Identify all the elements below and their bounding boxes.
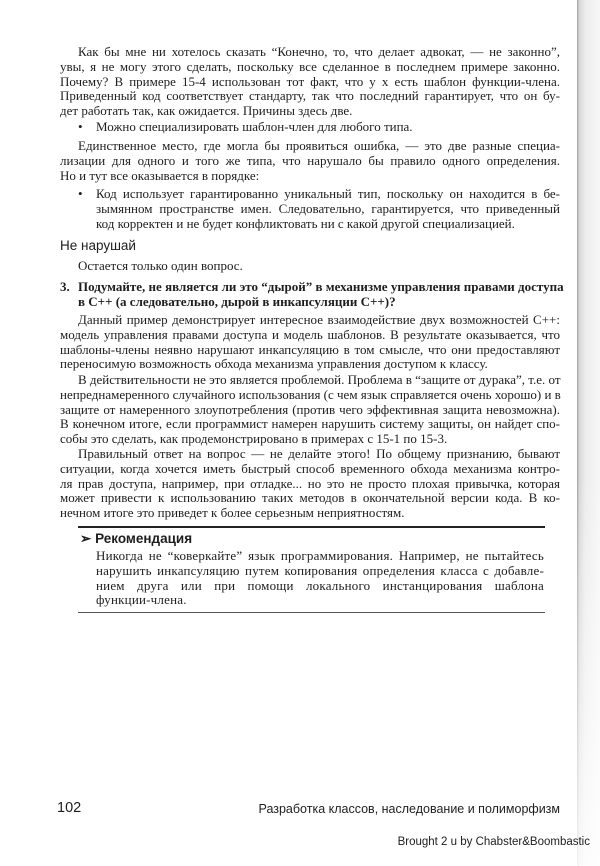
recommendation-heading: [80, 531, 192, 547]
section-heading: Не нарушай: [60, 238, 136, 253]
text-line: увы, я не могу этого сделать, поскольку все сделанное в последнем примере законно.: [60, 58, 560, 74]
text-line: нием друга или при помощи локального инстанцирования шаблона: [96, 577, 544, 593]
text-line: собы это сделать, как продемонстрировано в примерах с 15-1 по 15-3.: [60, 431, 448, 446]
bullet-item: [96, 187, 560, 231]
text-line: В конечном итоге, если программист намерен нарушить систему защиты, он найдет спо-: [60, 416, 560, 432]
scan-page-edge: [577, 0, 600, 866]
text-line: Правильный ответ на вопрос — не делайте этого! По общему признанию, бывают: [78, 446, 560, 461]
text-line: Никогда не “коверкайте” язык программирования. Например, не пытайтесь: [96, 548, 544, 563]
text-line: модель управления правами доступа и модель шаблонов. В результате оказывается, что: [60, 326, 560, 342]
text-line: Код использует гарантированно уникальный тип, поскольку он находится в бе-: [96, 186, 560, 201]
recommendation-text: [96, 549, 544, 608]
text-line: ля прав доступа, например, при отладке... но это не просто плохая привычка, которая: [60, 475, 560, 491]
recommendation-top-rule: [78, 526, 545, 528]
paragraph: [60, 45, 560, 119]
text-line: В действительности не это является проблемой. Проблема в “защите от дурака”, т.е. от: [78, 372, 561, 387]
bullet-marker: •: [78, 119, 83, 134]
text-line: Почему? В примере 15-4 использован тот факт, что у x есть шаблон функции-члена.: [60, 73, 560, 89]
paragraph: [60, 313, 560, 372]
paragraph: [60, 139, 560, 183]
paragraph: [60, 447, 560, 521]
page-number: 102: [57, 800, 82, 816]
paragraph: [60, 259, 560, 274]
text-line: переносимую возможность обхода механизма управления доступом к классу.: [60, 356, 488, 372]
text-line: Приведенный код соответствует стандарту, так что последний гарантирует, что он бу-: [60, 88, 560, 104]
scan-credit: Brought 2 u by Chabster&Boombastic: [397, 836, 590, 848]
text-line: Данный пример демонстрирует интересное взаимодействие двух возможностей C++:: [78, 312, 560, 327]
text-line: в C++ (а следовательно, дырой в инкапсуляции C++)?: [78, 293, 396, 309]
text-line: защите от намеренного злоупотребления (против чего эффективная защита невозможна).: [60, 401, 560, 417]
recommendation-title: Рекомендация: [95, 531, 193, 546]
text-line: функции-члена.: [96, 592, 187, 608]
text-line: Как бы мне ни хотелось сказать “Конечно, то, что делает адвокат, — не законно”,: [78, 44, 560, 59]
recommendation-bottom-rule: [78, 612, 545, 613]
text-line: Единственное место, где могла бы проявиться ошибка, — это две разные специа-: [78, 138, 560, 153]
arrow-marker-icon: ➢: [80, 531, 92, 546]
text-line: лизации для одного и того же типа, что нарушало бы правило одного определения.: [60, 152, 560, 168]
paragraph: [60, 373, 560, 447]
text-line: Подумайте, не является ли это “дырой” в механизме управления правами доступа: [78, 279, 564, 294]
running-title: Разработка классов, наследование и полиморфизм: [258, 802, 560, 816]
text-line: шаблоны-члены неявно нарушают инкапсуляцию в том смысле, что они предоставляют: [60, 341, 560, 357]
text-line: непреднамеренного случайного использования (с чем язык справляется очень хорошо) и в: [60, 386, 561, 402]
text-line: ситуации, когда хочется иметь быстрый способ временного обхода механизма контро-: [60, 460, 560, 476]
bullet-marker: •: [78, 186, 83, 201]
text-line: нарушить инкапсуляцию путем копирования определения класса с добавле-: [96, 562, 544, 578]
text-line: Можно специализировать шаблон-член для любого типа.: [96, 119, 413, 134]
text-line: зымянном пространстве имен. Следовательно, гарантируется, что приведенный: [96, 200, 560, 216]
text-line: нечном итоге это приведет к более серьезным неприятностям.: [60, 505, 405, 520]
question-text: [78, 279, 564, 310]
bullet-item: [96, 120, 560, 135]
text-line: дет работать так, как ожидается. Причины здесь две.: [60, 103, 353, 118]
text-line: может привести к использованию таких методов в окончательной версии кода. В ко-: [60, 490, 560, 506]
text-line: код корректен и не будет конфликтовать ни с какой другой специализацией.: [96, 215, 515, 231]
question-number: 3.: [60, 279, 70, 294]
text-line: Но и тут все оказывается в порядке:: [60, 167, 260, 183]
text-line: Остается только один вопрос.: [78, 258, 243, 273]
